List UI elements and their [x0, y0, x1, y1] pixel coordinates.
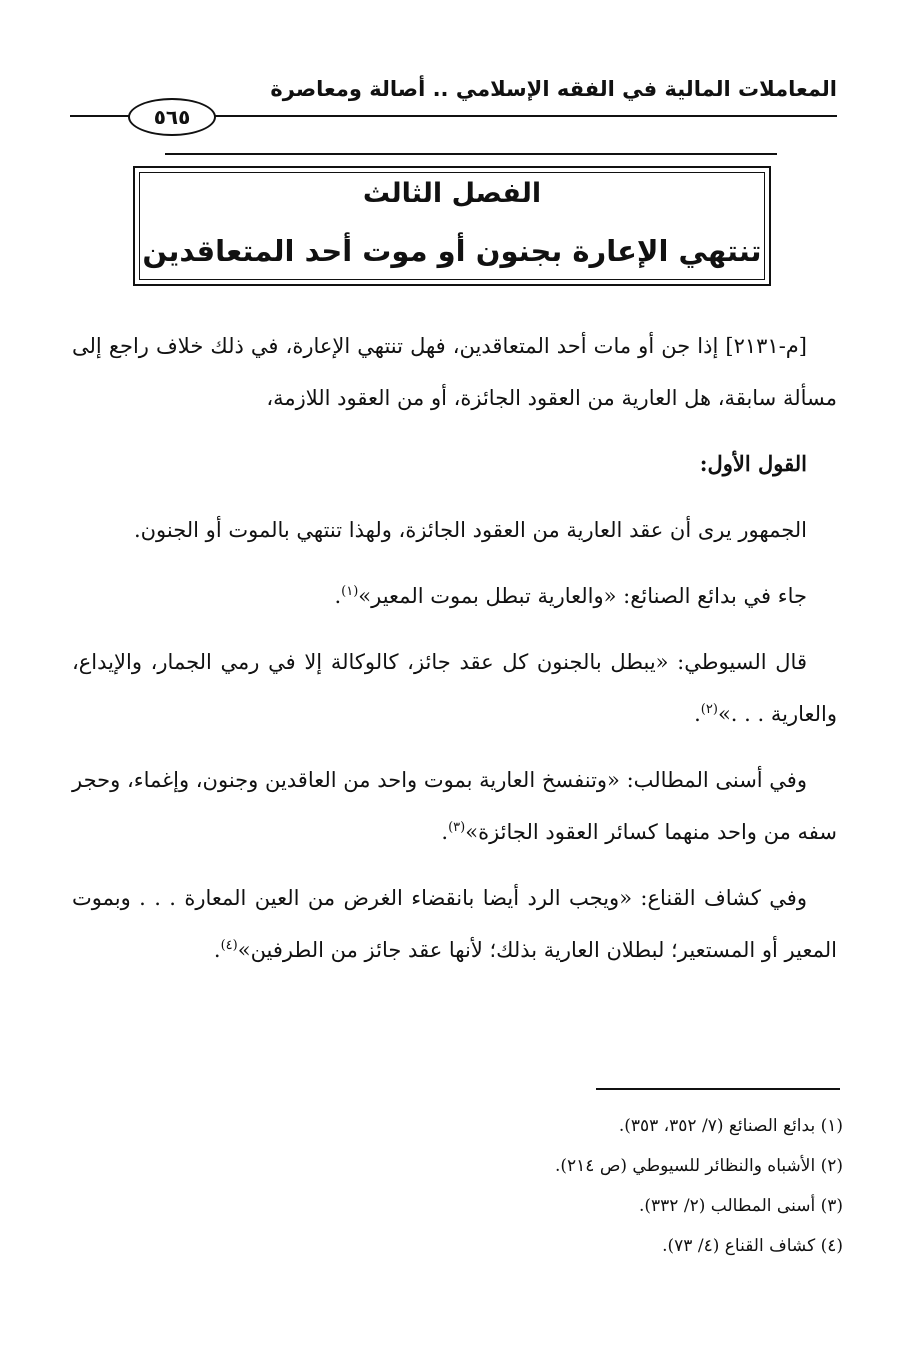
footnote-ref: (٢): [700, 702, 718, 717]
paragraph-quote-asna: [72, 754, 837, 858]
footnote-separator: [596, 1088, 840, 1090]
section-heading: [72, 438, 837, 490]
paragraph-text: الجمهور يرى أن عقد العارية من العقود الجائزة، ولهذا تنتهي بالموت أو الجنون.: [133, 518, 807, 542]
footnote-item: (٤) كشاف القناع (٤/ ٧٣).: [662, 1236, 843, 1256]
paragraph-end: .: [334, 584, 342, 608]
footnote-item: (١) بدائع الصنائع (٧/ ٣٥٢، ٣٥٣).: [618, 1116, 843, 1136]
chapter-label: الفصل الثالث: [362, 178, 542, 209]
footnote-ref: (٤): [220, 938, 238, 953]
body-text: [72, 320, 837, 990]
paragraph-text: وفي كشاف القناع: «ويجب الرد أيضا بانقضاء الغرض من العين المعارة . . . وبموت المعير أو المستعير؛ لبطلان العارية بذلك؛ لأنها عقد جائز من الطرفين»: [72, 886, 837, 962]
heading-text: القول الأول:: [699, 451, 807, 476]
running-header: المعاملات المالية في الفقه الإسلامي .. أصالة ومعاصرة: [270, 77, 837, 101]
paragraph-end: .: [441, 820, 449, 844]
footnote-ref: (١): [341, 584, 359, 599]
footnote-item: (٣) أسنى المطالب (٢/ ٣٣٢).: [639, 1196, 843, 1216]
paragraph-text: قال السيوطي: «يبطل بالجنون كل عقد جائز، كالوكالة إلا في رمي الجمار، والإيداع، والعارية . . .»: [72, 650, 837, 726]
paragraph-text: [م-٢١٣١] إذا جن أو مات أحد المتعاقدين، فهل تنتهي الإعارة، في ذلك خلاف راجع إلى مسألة سابقة، هل العارية من العقود الجائزة، أو من العقود اللازمة،: [72, 334, 837, 410]
paragraph-majority-view: [72, 504, 837, 556]
title-top-rule: [165, 153, 777, 155]
paragraph-end: .: [213, 938, 221, 962]
paragraph-text: وفي أسنى المطالب: «وتنفسخ العارية بموت واحد من العاقدين وجنون، وإغماء، وحجر سفه من واحد منهما كسائر العقود الجائزة»: [72, 768, 837, 844]
paragraph-quote-kashshaf: [72, 872, 837, 976]
paragraph-quote-badai: [72, 570, 837, 622]
footnotes: [200, 1106, 843, 1266]
paragraph-end: .: [694, 702, 701, 726]
footnote-ref: (٣): [448, 820, 466, 835]
paragraph-intro: [72, 320, 837, 424]
paragraph-quote-suyuti: [72, 636, 837, 740]
chapter-title: تنتهي الإعارة بجنون أو موت أحد المتعاقدين: [142, 234, 762, 268]
footnote-item: (٢) الأشباه والنظائر للسيوطي (ص ٢١٤).: [554, 1156, 843, 1176]
page-number: ٥٦٥: [128, 98, 216, 136]
paragraph-text: جاء في بدائع الصنائع: «والعارية تبطل بموت المعير»: [358, 584, 807, 608]
